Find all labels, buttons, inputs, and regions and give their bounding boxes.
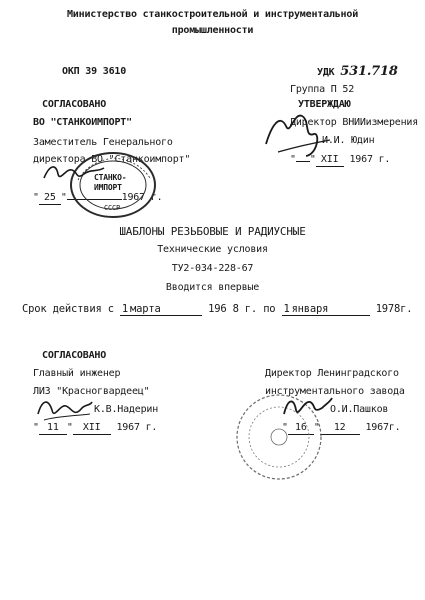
bottom-left-name-line — [94, 404, 158, 416]
right-approval-position: Директор ВНИИизмерения — [290, 117, 419, 128]
right-approval-date: " " XII 1967 г. — [290, 154, 391, 165]
stamp-text-3: СССР — [104, 204, 121, 212]
right-approval-name: И.И. Юдин — [322, 135, 375, 146]
document-code: ТУ2-034-228-67 — [171, 263, 254, 274]
group-code: Группа П 52 — [290, 84, 355, 95]
bottom-left-date-day: 11 — [39, 422, 67, 435]
bottom-right-date-day: 16 — [288, 422, 314, 435]
bottom-left-position: Главный инженер — [33, 368, 121, 379]
left-approval-org: ВО "СТАНКОИМПОРТ" — [33, 117, 132, 128]
left-approval-date: " 25 " 1967 г. — [33, 192, 163, 203]
document-title: ШАБЛОНЫ РЕЗЬБОВЫЕ И РАДИУСНЫЕ — [119, 225, 306, 238]
bottom-right-position-1: Директор Ленинградского — [265, 368, 399, 379]
left-date-year: 1967 г. — [121, 192, 163, 203]
right-date-year: 1967 г. — [349, 154, 391, 165]
validity-to-day: 1 — [283, 303, 290, 315]
right-date-month: XII — [316, 154, 344, 167]
left-approval-position-2: директора ВО "Станкоимпорт" — [33, 154, 191, 165]
right-approval-title: УТВЕРЖДАЮ — [298, 99, 351, 110]
udk-value: 531.718 — [340, 64, 398, 79]
validity-prefix: Срок действия с — [22, 303, 114, 315]
bottom-left-date: " 11 " XII 1967 г. — [33, 422, 158, 433]
stamp-text-2: ИМПОРТ — [94, 183, 122, 192]
validity-to-label: по — [263, 303, 276, 315]
validity-from-day: 1 — [121, 303, 129, 315]
bottom-left-org: ЛИЗ "Красногвардеец" — [33, 386, 150, 397]
udk-code — [317, 66, 398, 79]
left-date-day: 25 — [39, 192, 61, 205]
ministry-line-1: Министерство станкостроительной и инструментальной — [66, 9, 359, 20]
bottom-left-title: СОГЛАСОВАНО — [42, 350, 107, 361]
left-approval-position-1: Заместитель Генерального — [33, 137, 173, 148]
document-intro: Вводится впервые — [165, 282, 260, 293]
left-approval-signature — [40, 160, 110, 185]
bottom-left-name: К.В.Надерин — [94, 404, 159, 415]
bottom-right-name: О.И.Пашков — [330, 404, 389, 415]
bottom-right-date-month: 12 — [320, 422, 360, 435]
validity-to-month: января — [292, 303, 370, 316]
right-approval-signature — [258, 104, 338, 164]
bottom-left-date-month: XII — [73, 422, 111, 435]
validity-line — [22, 303, 412, 316]
bottom-right-signature — [280, 392, 335, 422]
validity-to-year: 1978г. — [375, 303, 413, 315]
document-subtitle: Технические условия — [157, 244, 268, 255]
bottom-right-date-year: 1967г. — [365, 422, 401, 433]
validity-from-year: 196 8 г. — [208, 303, 258, 315]
ministry-line-2: промышленности — [171, 25, 254, 36]
udk-label: УДК — [317, 67, 335, 78]
bottom-left-date-year: 1967 г. — [116, 422, 158, 433]
bottom-right-date: " 16 " 12 1967г. — [282, 422, 401, 433]
validity-from-month: марта — [130, 303, 202, 316]
bottom-right-position-2: инструментального завода — [265, 386, 405, 397]
stamp-text-1: СТАНКО- — [94, 173, 127, 182]
okp-code: ОКП 39 3610 — [62, 66, 127, 77]
left-approval-title: СОГЛАСОВАНО — [42, 99, 107, 110]
bottom-left-signature — [34, 394, 94, 424]
